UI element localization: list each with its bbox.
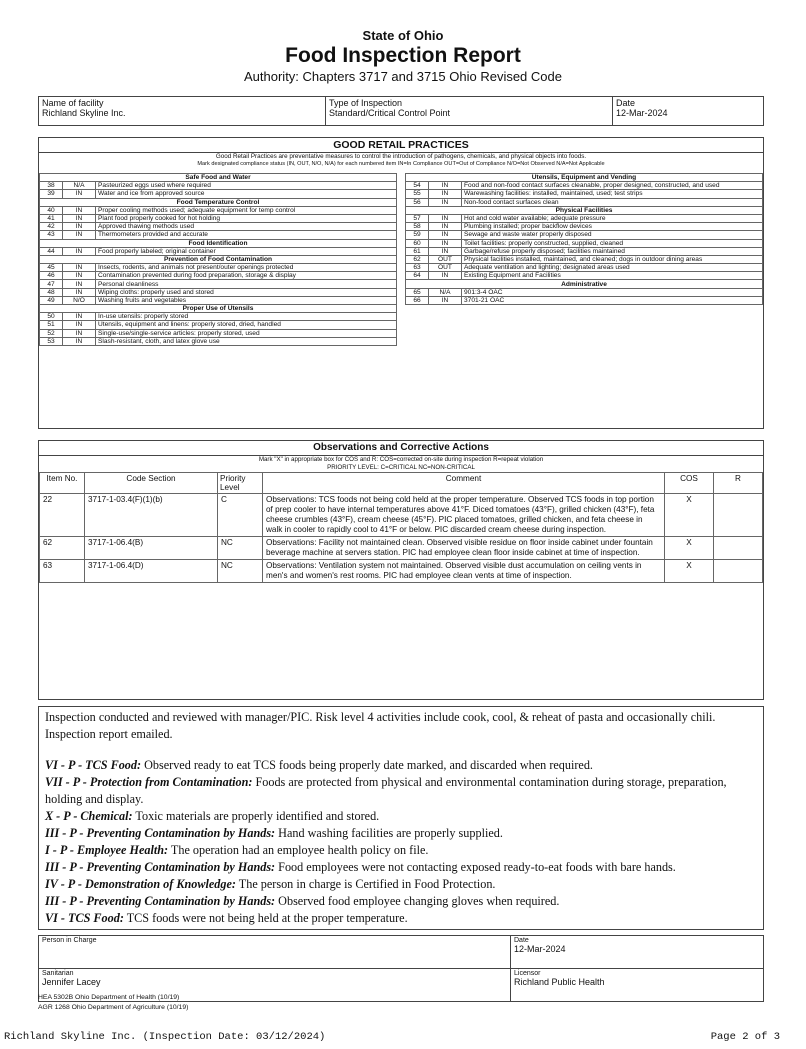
- note-item: [45, 893, 757, 910]
- practice-row: [40, 264, 397, 272]
- note-item-category: III - P - Preventing Contamination by Hands:: [45, 860, 276, 874]
- observation-item-no: 63: [40, 560, 85, 583]
- good-retail-title: GOOD RETAIL PRACTICES: [39, 138, 763, 153]
- item-description: Thermometers provided and accurate: [96, 231, 397, 239]
- compliance-status: OUT: [429, 255, 462, 263]
- item-number: 38: [40, 182, 63, 190]
- observation-cos-mark: X: [665, 560, 714, 583]
- observation-comment: Observations: Facility not maintained clean. Observed visible residue on floor inside cabinet under fountain beverage machine at servers station. PIC had employee clean floor inside cabinet at time of inspection.: [263, 537, 665, 560]
- practice-row: [40, 288, 397, 296]
- practice-row: [406, 272, 763, 280]
- section-header-row: [40, 174, 397, 182]
- item-description: Water and ice from approved source: [96, 190, 397, 198]
- observation-cos-mark: X: [665, 494, 714, 537]
- sanitarian-label: Sanitarian: [42, 970, 74, 977]
- section-header-row: [406, 206, 763, 214]
- col-comment: Comment: [263, 473, 665, 494]
- compliance-status: IN: [429, 296, 462, 304]
- item-description: Existing Equipment and Facilities: [462, 272, 763, 280]
- facility-name-value: Richland Skyline Inc.: [42, 108, 126, 118]
- compliance-status: IN: [63, 272, 96, 280]
- item-description: Non-food contact surfaces clean: [462, 198, 763, 206]
- item-number: 55: [406, 190, 429, 198]
- note-item-text: Foods are protected from physical and environmental contamination during storage, preparation, holding and display.: [45, 775, 727, 806]
- compliance-status: IN: [63, 206, 96, 214]
- item-description: Insects, rodents, and animals not present/outer openings protected: [96, 264, 397, 272]
- compliance-status: IN: [63, 214, 96, 222]
- observation-item-no: 62: [40, 537, 85, 560]
- note-item: [45, 859, 757, 876]
- section-header: Prevention of Food Contamination: [40, 255, 397, 263]
- compliance-status: IN: [429, 182, 462, 190]
- compliance-status: N/A: [429, 288, 462, 296]
- footer-facility-date: Richland Skyline Inc. (Inspection Date: 03/12/2024): [4, 1031, 326, 1043]
- item-number: 46: [40, 272, 63, 280]
- item-number: 48: [40, 288, 63, 296]
- note-item-category: III - P - Preventing Contamination by Hands:: [45, 894, 276, 908]
- item-description: Utensils, equipment and linens: properly stored, dried, handled: [96, 321, 397, 329]
- inspection-date-cell: [613, 97, 764, 126]
- compliance-status: IN: [63, 247, 96, 255]
- item-description: Approved thawing methods used: [96, 223, 397, 231]
- section-header: Physical Facilities: [406, 206, 763, 214]
- practice-row: [406, 247, 763, 255]
- item-description: Warewashing facilities: installed, maintained, used; test strips: [462, 190, 763, 198]
- practice-row: [406, 231, 763, 239]
- observation-code-section: 3717-1-03.4(F)(1)(b): [85, 494, 218, 537]
- note-item-text: Food employees were not contacting exposed ready-to-eat foods with bare hands.: [275, 860, 676, 874]
- item-number: 64: [406, 272, 429, 280]
- compliance-status: IN: [63, 264, 96, 272]
- facility-info-table: [38, 96, 764, 126]
- col-repeat: R: [714, 473, 763, 494]
- col-priority-level: Priority Level: [218, 473, 263, 494]
- practice-row: [406, 190, 763, 198]
- item-description: Plant food properly cooked for hot holding: [96, 214, 397, 222]
- item-description: Contamination prevented during food preparation, storage & display: [96, 272, 397, 280]
- note-item: [45, 842, 757, 859]
- item-description: Pasteurized eggs used where required: [96, 182, 397, 190]
- compliance-status: IN: [429, 223, 462, 231]
- observation-comment: Observations: TCS foods not being cold held at the proper temperature. Observed TCS foods in top portion of prep cooler to have internal temperatures above 41°F. Diced tomatoes (43°F), grilled chicken (43°F), feta cheese crumbles (43°F), cream cheese (45°F). PIC placed tomatoes, grilled chicken, and feta cheese in walk in cooler to rapidly cool to 41°F or below. PIC discarded cream cheese during inspection.: [263, 494, 665, 537]
- item-description: Personal cleanliness: [96, 280, 397, 288]
- item-description: Food and non-food contact surfaces cleanable, proper designed, constructed, and used: [462, 182, 763, 190]
- note-item-category: VI - TCS Food:: [45, 911, 124, 925]
- practice-row: [406, 296, 763, 304]
- practice-row: [40, 296, 397, 304]
- section-header: Safe Food and Water: [40, 174, 397, 182]
- form-number-hea: HEA 5302B Ohio Department of Health (10/19): [38, 994, 180, 1001]
- item-description: Slash-resistant, cloth, and latex glove use: [96, 337, 397, 345]
- good-retail-right-table: [405, 173, 763, 305]
- note-item: [45, 825, 757, 842]
- practice-row: [40, 214, 397, 222]
- note-item-text: Observed ready to eat TCS foods being properly date marked, and discarded when required.: [141, 758, 593, 772]
- item-description: Plumbing installed; proper backflow devices: [462, 223, 763, 231]
- section-header: Food Identification: [40, 239, 397, 247]
- practice-row: [40, 337, 397, 345]
- licensor-label: Licensor: [514, 970, 541, 977]
- item-number: 54: [406, 182, 429, 190]
- practice-row: [406, 255, 763, 263]
- state-heading: State of Ohio: [362, 28, 444, 43]
- practice-row: [40, 182, 397, 190]
- section-header: Proper Use of Utensils: [40, 305, 397, 313]
- observations-instruction: Mark "X" in appropriate box for COS and R: COS=corrected on-site during inspection R=repeat violation: [258, 456, 544, 463]
- compliance-status: IN: [429, 231, 462, 239]
- report-title: Food Inspection Report: [285, 44, 521, 67]
- observation-priority: NC: [218, 560, 263, 583]
- compliance-status: IN: [429, 239, 462, 247]
- practice-row: [40, 329, 397, 337]
- note-item-text: Observed food employee changing gloves when required.: [275, 894, 560, 908]
- note-item: [45, 808, 757, 825]
- person-in-charge-cell: [39, 936, 511, 969]
- item-number: 41: [40, 214, 63, 222]
- item-description: 901:3-4 OAC: [462, 288, 763, 296]
- signature-date-value: 12-Mar-2024: [514, 944, 566, 954]
- item-description: Single-use/single-service articles: properly stored, used: [96, 329, 397, 337]
- item-description: Sewage and waste water properly disposed: [462, 231, 763, 239]
- item-number: 58: [406, 223, 429, 231]
- item-description: Adequate ventilation and lighting; designated areas used: [462, 264, 763, 272]
- item-description: Proper cooling methods used; adequate equipment for temp control: [96, 206, 397, 214]
- observation-priority: NC: [218, 537, 263, 560]
- compliance-status: IN: [429, 272, 462, 280]
- good-retail-practices-section: [38, 137, 764, 429]
- facility-name-cell: [39, 97, 326, 126]
- item-number: 63: [406, 264, 429, 272]
- practice-row: [40, 247, 397, 255]
- item-number: 66: [406, 296, 429, 304]
- item-description: Washing fruits and vegetables: [96, 296, 397, 304]
- inspection-type-label: Type of Inspection: [329, 98, 403, 108]
- practice-row: [406, 288, 763, 296]
- item-number: 40: [40, 206, 63, 214]
- practice-row: [406, 239, 763, 247]
- item-number: 57: [406, 214, 429, 222]
- inspection-date-label: Date: [616, 98, 636, 108]
- observation-comment: Observations: Ventilation system not maintained. Observed visible dust accumulation on ceiling vents in men's and women's rest rooms. PIC had employee clean vents at time of inspection.: [263, 560, 665, 583]
- note-item-text: Hand washing facilities are properly supplied.: [275, 826, 503, 840]
- pic-label: Person in Charge: [42, 937, 97, 944]
- good-retail-legend: Mark designated compliance status (IN, OUT, N/O, N/A) for each numbered item IN=In Compliance OUT=Out of Compliance N/O=Not Observed N/A=Not Applicable: [197, 161, 605, 167]
- col-cos: COS: [665, 473, 714, 494]
- section-header-row: [40, 198, 397, 206]
- observation-code-section: 3717-1-06.4(D): [85, 560, 218, 583]
- item-number: 60: [406, 239, 429, 247]
- item-number: 52: [40, 329, 63, 337]
- compliance-status: IN: [63, 313, 96, 321]
- compliance-status: N/A: [63, 182, 96, 190]
- practice-row: [40, 313, 397, 321]
- section-header: Food Temperature Control: [40, 198, 397, 206]
- item-number: 61: [406, 247, 429, 255]
- col-code-section: Code Section: [85, 473, 218, 494]
- note-item-category: III - P - Preventing Contamination by Hands:: [45, 826, 276, 840]
- observation-row: [40, 560, 763, 583]
- inspection-type-value: Standard/Critical Control Point: [329, 108, 451, 118]
- compliance-status: IN: [429, 190, 462, 198]
- practice-row: [40, 206, 397, 214]
- observation-priority: C: [218, 494, 263, 537]
- compliance-status: IN: [429, 247, 462, 255]
- observation-repeat-mark: [714, 537, 763, 560]
- section-header-row: [40, 239, 397, 247]
- observation-cos-mark: X: [665, 537, 714, 560]
- col-item-no: Item No.: [40, 473, 85, 494]
- notes-intro: Inspection conducted and reviewed with manager/PIC. Risk level 4 activities include cook, cool, & reheat of pasta and occasionally chili. Inspection report emailed.: [45, 710, 716, 741]
- section-header-row: [40, 255, 397, 263]
- item-number: 51: [40, 321, 63, 329]
- good-retail-description: Good Retail Practices are preventative measures to control the introduction of pathogens, chemicals, and physical objects into foods.: [215, 153, 587, 160]
- item-number: 49: [40, 296, 63, 304]
- inspection-type-cell: [326, 97, 613, 126]
- signature-date-cell: [511, 936, 764, 969]
- sanitarian-value: Jennifer Lacey: [42, 977, 101, 987]
- item-number: 42: [40, 223, 63, 231]
- licensor-value: Richland Public Health: [514, 977, 605, 987]
- compliance-status: IN: [63, 329, 96, 337]
- item-number: 65: [406, 288, 429, 296]
- authority-line: Authority: Chapters 3717 and 3715 Ohio Revised Code: [244, 69, 562, 84]
- section-header-row: [40, 305, 397, 313]
- item-description: Garbage/refuse properly disposed; facilities maintained: [462, 247, 763, 255]
- note-item-category: VII - P - Protection from Contamination:: [45, 775, 253, 789]
- item-description: In-use utensils: properly stored: [96, 313, 397, 321]
- note-item: [45, 774, 757, 808]
- practice-row: [40, 272, 397, 280]
- item-number: 62: [406, 255, 429, 263]
- item-number: 43: [40, 231, 63, 239]
- practice-row: [40, 321, 397, 329]
- item-number: 50: [40, 313, 63, 321]
- item-number: 39: [40, 190, 63, 198]
- section-header-row: [406, 174, 763, 182]
- practice-row: [406, 198, 763, 206]
- inspection-notes: [38, 706, 764, 930]
- practice-row: [40, 190, 397, 198]
- item-number: 44: [40, 247, 63, 255]
- item-description: Physical facilities installed, maintained, and cleaned; dogs in outdoor dining areas: [462, 255, 763, 263]
- inspection-date-value: 12-Mar-2024: [616, 108, 668, 118]
- facility-name-label: Name of facility: [42, 98, 104, 108]
- item-number: 59: [406, 231, 429, 239]
- good-retail-left-table: [39, 173, 397, 346]
- observations-title: Observations and Corrective Actions: [39, 441, 763, 456]
- practice-row: [40, 231, 397, 239]
- note-item-text: TCS foods were not being held at the proper temperature.: [123, 911, 408, 925]
- priority-legend: PRIORITY LEVEL: C=CRITICAL NC=NON-CRITICAL: [327, 464, 475, 471]
- observation-repeat-mark: [714, 494, 763, 537]
- observations-table: [39, 472, 763, 583]
- note-item: [45, 876, 757, 893]
- note-item-text: The operation had an employee health policy on file.: [168, 843, 429, 857]
- practice-row: [406, 182, 763, 190]
- licensor-cell: [511, 969, 764, 1002]
- observation-item-no: 22: [40, 494, 85, 537]
- observations-section: [38, 440, 764, 700]
- section-header: Administrative: [406, 280, 763, 288]
- item-number: 53: [40, 337, 63, 345]
- practice-row: [40, 280, 397, 288]
- item-description: 3701-21 OAC: [462, 296, 763, 304]
- footer-page-number: Page 2 of 3: [710, 1031, 780, 1043]
- item-description: Food properly labeled; original container: [96, 247, 397, 255]
- observation-repeat-mark: [714, 560, 763, 583]
- item-description: Toilet facilities: properly constructed, supplied, cleaned: [462, 239, 763, 247]
- item-description: Hot and cold water available; adequate pressure: [462, 214, 763, 222]
- note-item-category: VI - P - TCS Food:: [45, 758, 142, 772]
- item-number: 56: [406, 198, 429, 206]
- compliance-status: IN: [429, 198, 462, 206]
- item-number: 47: [40, 280, 63, 288]
- form-number-agr: AGR 1268 Ohio Department of Agriculture (10/19): [38, 1004, 189, 1011]
- observation-row: [40, 494, 763, 537]
- compliance-status: OUT: [429, 264, 462, 272]
- compliance-status: IN: [63, 280, 96, 288]
- observation-code-section: 3717-1-06.4(B): [85, 537, 218, 560]
- compliance-status: IN: [63, 321, 96, 329]
- form-numbers: [38, 993, 188, 1013]
- practice-row: [406, 264, 763, 272]
- compliance-status: IN: [63, 223, 96, 231]
- observation-row: [40, 537, 763, 560]
- note-item-text: The person in charge is Certified in Food Protection.: [235, 877, 496, 891]
- note-item-category: X - P - Chemical:: [45, 809, 133, 823]
- compliance-status: IN: [63, 288, 96, 296]
- note-item: [45, 910, 757, 927]
- note-item-category: I - P - Employee Health:: [45, 843, 169, 857]
- note-item-text: Toxic materials are properly identified and stored.: [132, 809, 380, 823]
- practice-row: [40, 223, 397, 231]
- signature-table: [38, 935, 764, 1002]
- compliance-status: IN: [63, 190, 96, 198]
- compliance-status: IN: [63, 231, 96, 239]
- section-header-row: [406, 280, 763, 288]
- note-item: [45, 757, 757, 774]
- section-header: Utensils, Equipment and Vending: [406, 174, 763, 182]
- compliance-status: N/O: [63, 296, 96, 304]
- practice-row: [406, 214, 763, 222]
- compliance-status: IN: [63, 337, 96, 345]
- signature-date-label: Date: [514, 937, 529, 944]
- practice-row: [406, 223, 763, 231]
- note-item-category: IV - P - Demonstration of Knowledge:: [45, 877, 236, 891]
- compliance-status: IN: [429, 214, 462, 222]
- item-description: Wiping cloths: properly used and stored: [96, 288, 397, 296]
- item-number: 45: [40, 264, 63, 272]
